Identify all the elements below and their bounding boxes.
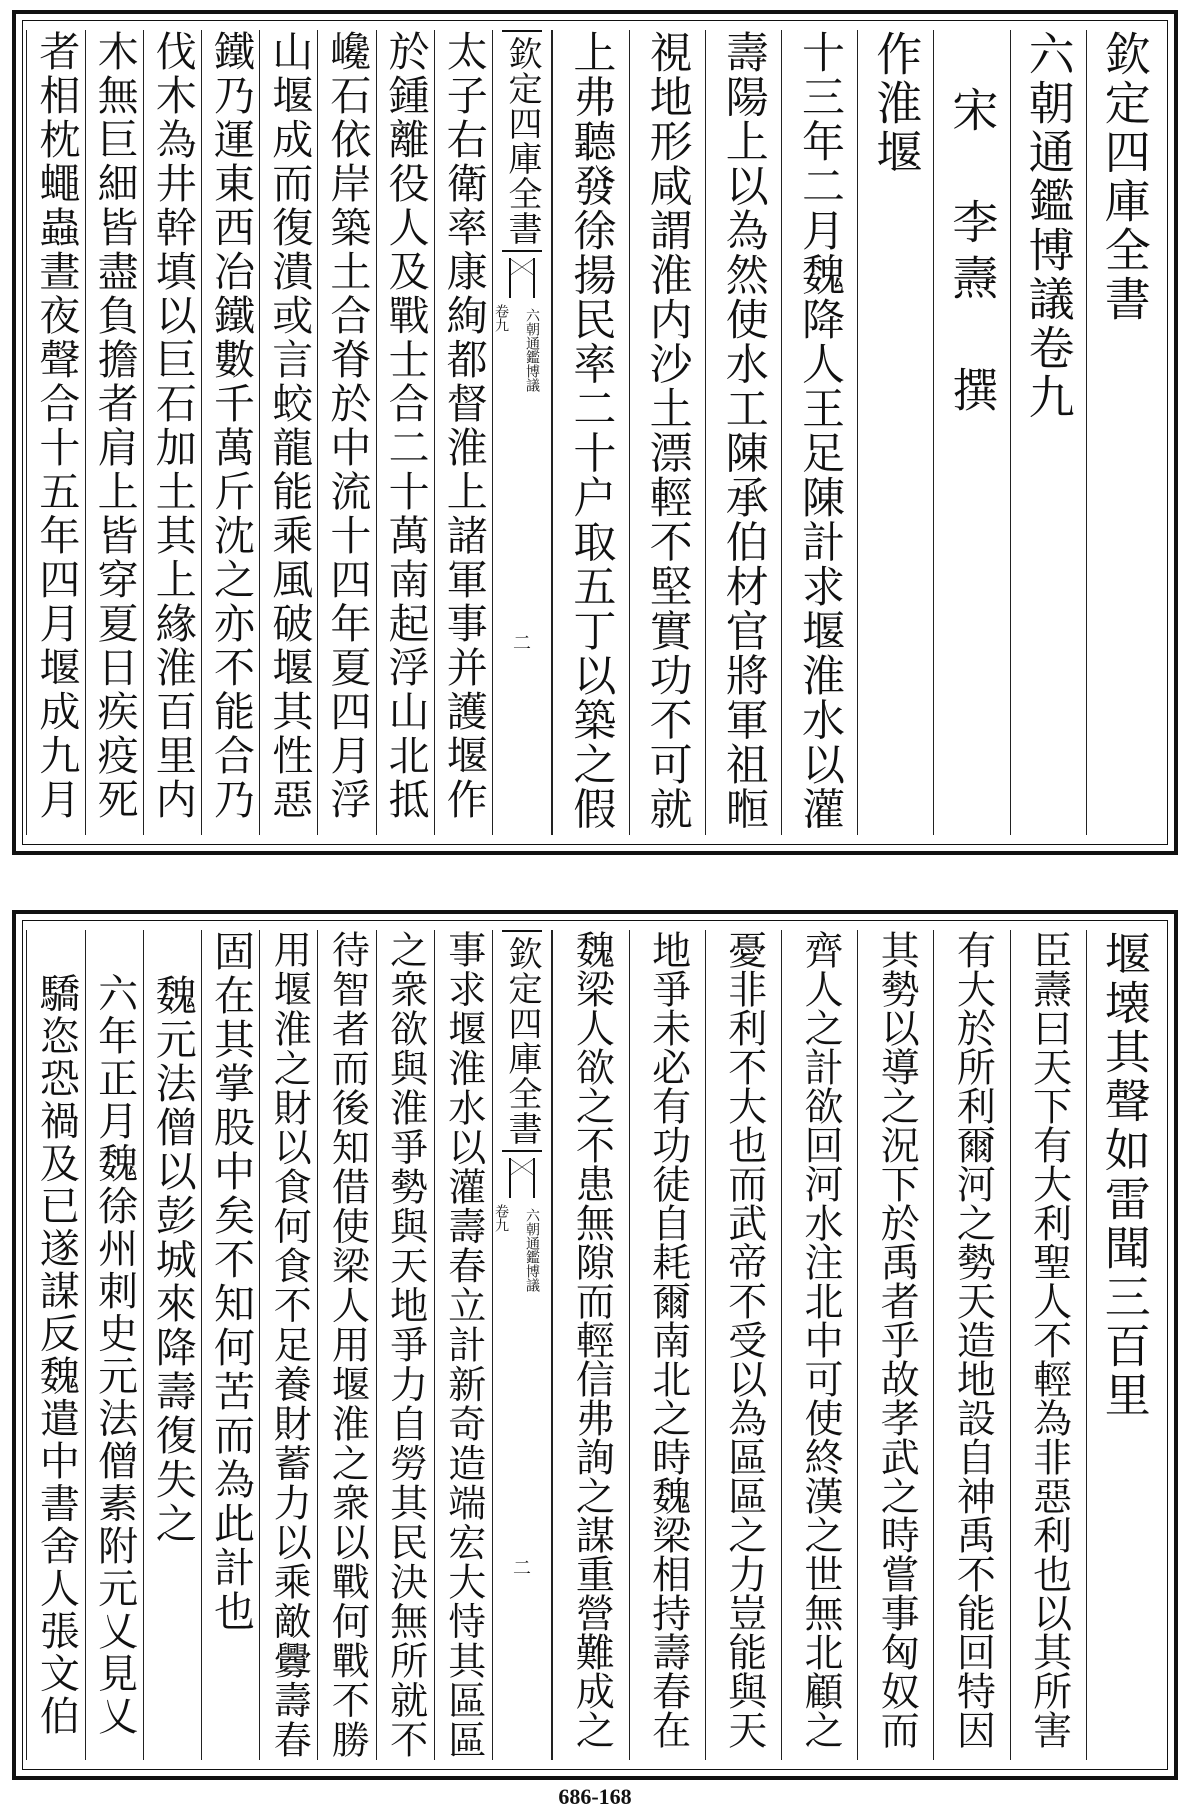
bottom-page xyxy=(12,910,1178,1780)
column-text: 宋 李燾 撰 xyxy=(945,30,1000,422)
column-text: 太子右衛率康絢都督淮上諸軍事并護堰作 xyxy=(439,30,488,822)
page-footer-number: 686-168 xyxy=(558,1784,632,1809)
column-text: 壽陽上以為然使水工陳承伯材官將軍祖暅 xyxy=(718,30,769,831)
column-text: 地爭未必有功徒自耗爾南北之時魏梁相持壽春在 xyxy=(645,930,691,1749)
text-column xyxy=(143,30,201,835)
text-column xyxy=(705,30,781,835)
text-column xyxy=(259,30,317,835)
text-column xyxy=(1086,30,1162,835)
text-column xyxy=(705,930,781,1760)
text-column xyxy=(201,930,259,1760)
text-column xyxy=(434,930,492,1760)
margin-title: 欽定四庫全書 xyxy=(502,930,542,1152)
text-column xyxy=(781,30,857,835)
column-text: 驕恣恐禍及已遂謀反魏遣中書舍人張文伯 xyxy=(33,930,80,1738)
column-text: 者相枕蠅蟲晝夜聲合十五年四月堰成九月 xyxy=(32,30,81,822)
text-column xyxy=(259,930,317,1760)
margin-page-number: 二 xyxy=(513,1558,531,1579)
column-text: 山堰成而復潰或言蛟龍能乘風破堰其性惡 xyxy=(265,30,314,822)
text-column xyxy=(317,30,375,835)
text-column xyxy=(552,930,628,1760)
fish-tail-icon xyxy=(509,1158,535,1198)
fish-tail-icon xyxy=(509,258,535,298)
column-text: 六年正月魏徐州刺史元法僧素附元乂見乂 xyxy=(91,930,138,1738)
text-column xyxy=(26,930,84,1760)
text-column xyxy=(201,30,259,835)
column-text: 有大於所利爾河之勢天造地設自神禹不能回特因 xyxy=(950,930,996,1749)
margin-book-title: 六朝通鑑博議 xyxy=(524,308,540,392)
text-column xyxy=(1086,930,1162,1760)
margin-book-title: 六朝通鑑博議 xyxy=(524,1208,540,1292)
text-column xyxy=(857,30,933,835)
top-page xyxy=(12,10,1178,855)
column-text: 鐵乃運東西冶鐵數千萬斤沈之亦不能合乃 xyxy=(207,30,255,822)
text-column xyxy=(629,30,705,835)
text-column xyxy=(26,30,84,835)
text-column xyxy=(933,930,1009,1760)
column-text: 齊人之計欲回河水注北中可使終漢之世無北顧之 xyxy=(798,930,843,1749)
column-text: 上弗聽發徐揚民率二十户取五丁以築之假 xyxy=(566,30,617,831)
margin-page-number: 二 xyxy=(513,633,531,654)
column-text: 事求堰淮水以灌壽春立計新奇造端宏大恃其區區 xyxy=(441,930,486,1760)
column-text: 欽定四庫全書 xyxy=(1097,30,1152,324)
column-text: 臣燾曰天下有大利聖人不輕為非惡利也以其所害 xyxy=(1026,930,1072,1749)
column-text: 伐木為井幹填以巨石加土其上緣淮百里内 xyxy=(148,30,197,822)
text-column xyxy=(376,930,434,1760)
column-text: 待智者而後知借使梁人用堰淮之衆以戰何戰不勝 xyxy=(325,930,370,1760)
column-text: 木無巨細皆盡負擔者肩上皆穿夏日疾疫死 xyxy=(90,30,139,822)
column-text: 十三年二月魏降人王足陳計求堰淮水以灌 xyxy=(795,30,845,831)
text-column xyxy=(933,30,1009,835)
column-text: 視地形咸謂淮内沙土漂輕不堅實功不可就 xyxy=(642,30,693,831)
column-text: 用堰淮之財以食何食不足養財蓄力以乘敵釁壽春 xyxy=(267,930,312,1760)
column-text: 憂非利不大也而武帝不受以為區區之力豈能與天 xyxy=(721,930,767,1749)
column-text: 六朝通鑑博議卷九 xyxy=(1021,30,1076,422)
column-text: 其勢以導之況下於禹者乎故孝武之時嘗事匈奴而 xyxy=(874,930,920,1749)
top-page-center-margin xyxy=(492,30,552,835)
text-column xyxy=(1010,30,1086,835)
text-column xyxy=(317,930,375,1760)
margin-title: 欽定四庫全書 xyxy=(502,30,542,252)
column-text: 堰壊其聲如雷聞三百里 xyxy=(1097,930,1152,1420)
text-column xyxy=(629,930,705,1760)
bottom-page-center-margin xyxy=(492,930,552,1760)
column-text: 巉石依岸築土合脊於中流十四年夏四月浮 xyxy=(323,30,372,822)
text-column xyxy=(857,930,933,1760)
text-column xyxy=(143,930,201,1760)
margin-juan: 卷九 xyxy=(493,304,509,332)
text-column xyxy=(552,30,628,835)
column-text: 魏元法僧以彭城來降壽復失之 xyxy=(148,930,197,1546)
column-text: 於鍾離役人及戰士合二十萬南起浮山北抵 xyxy=(381,30,430,822)
column-text: 作淮堰 xyxy=(869,30,924,177)
column-text: 固在其掌股中矣不知何苦而為此計也 xyxy=(207,930,255,1634)
text-column xyxy=(434,30,492,835)
column-text: 之衆欲與淮爭勢與天地爭力自勞其民決無所就不 xyxy=(383,930,428,1760)
margin-juan: 卷九 xyxy=(493,1204,509,1232)
text-column xyxy=(1010,930,1086,1760)
text-column xyxy=(781,930,857,1760)
column-text: 魏梁人欲之不患無隙而輕信弗詢之謀重營難成之 xyxy=(569,930,615,1749)
text-column xyxy=(85,30,143,835)
text-column xyxy=(376,30,434,835)
text-column xyxy=(85,930,143,1760)
